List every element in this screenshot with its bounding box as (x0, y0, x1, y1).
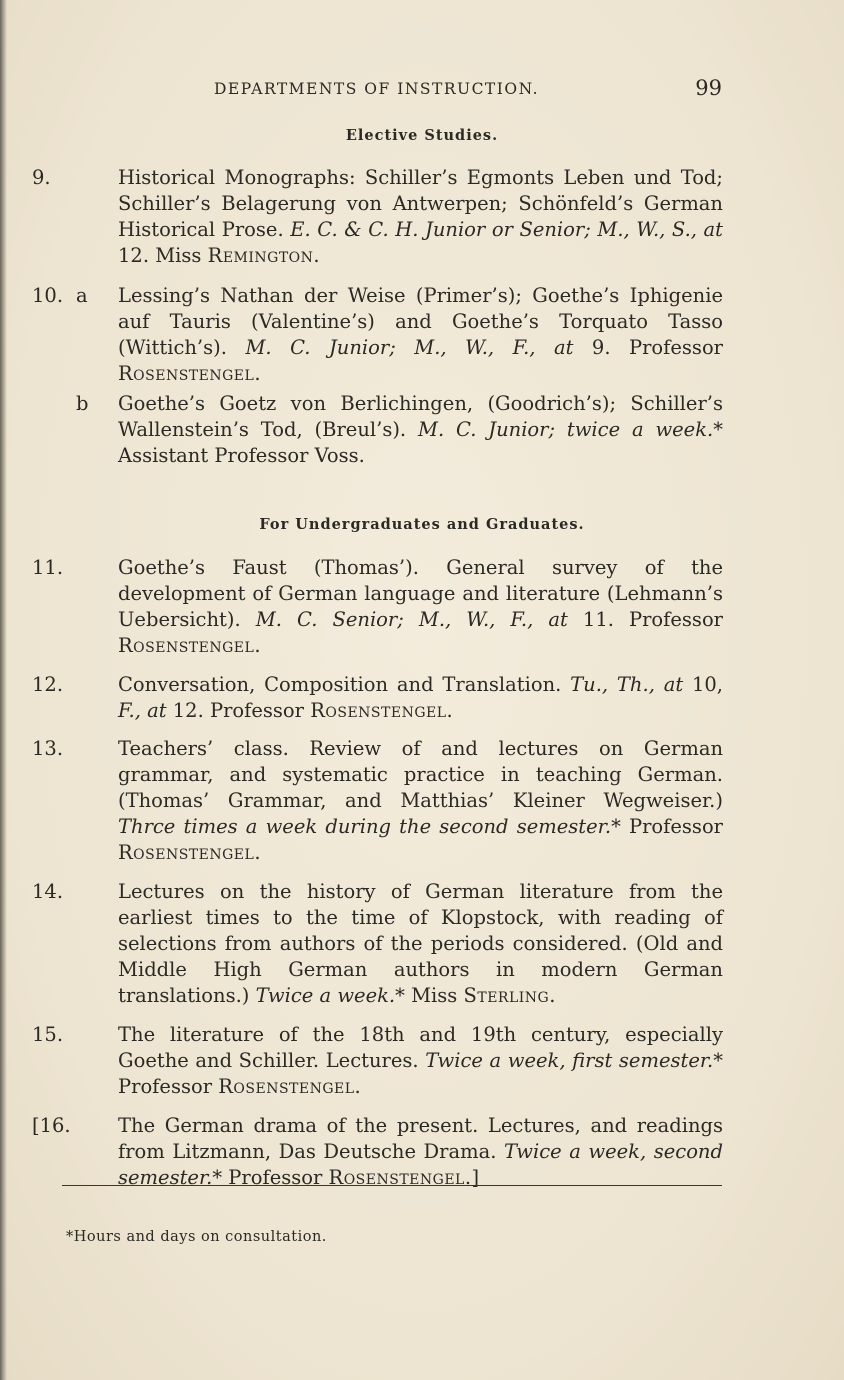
entry-number: 12. (32, 673, 64, 696)
instructor-name: Remington. (207, 244, 321, 267)
course-entry-14 (32, 879, 723, 1009)
entry-letter: a (76, 284, 88, 307)
entry-schedule: M. C. Junior; M., W., F., at (245, 336, 574, 359)
instructor-name: Rosenstengel. (218, 1075, 362, 1098)
entry-schedule: Twice a week, first semester. (425, 1049, 714, 1072)
course-entry-10a (32, 283, 723, 387)
entry-text: Goethe’s Goetz von Berlichingen, (Goodrich’s); Schiller’s Wallenstein’s Tod, (Breul’s). (118, 392, 723, 441)
page-binding-edge (0, 0, 7, 1380)
entry-number: 11. (32, 556, 64, 579)
course-entry-9 (32, 165, 724, 269)
entry-number: 10. (32, 284, 64, 307)
entry-plain: * Professor (212, 1166, 323, 1189)
instructor-name: Sterling. (463, 984, 556, 1007)
running-title: DEPARTMENTS OF INSTRUCTION. (214, 80, 540, 98)
entry-plain: 9. Professor (591, 336, 723, 359)
entry-plain: * Professor (118, 1049, 723, 1098)
section-heading-undergrad: For Undergraduates and Graduates. (259, 516, 585, 533)
entry-schedule: E. C. & C. H. Junior or Senior; M., W., S., at (290, 218, 724, 241)
entry-schedule: M. C. Junior; twice a week. (417, 418, 714, 441)
entry-plain: * Professor (611, 815, 724, 838)
footnote: *Hours and days on consultation. (66, 1229, 327, 1245)
course-entry-15 (32, 1022, 723, 1100)
running-head (214, 76, 724, 100)
course-entry-16 (32, 1113, 723, 1191)
entry-text: Historical Monographs: Schiller’s Egmonts Leben und Tod; Schiller’s Belagerung von Antwerpen; Schönfeld’s German Historical Prose. (118, 166, 723, 241)
entry-schedule: Tu., Th., at (570, 673, 684, 696)
entry-text: Conversation, Composition and Translation. (118, 673, 562, 696)
course-entry-10b (76, 391, 723, 469)
entry-schedule: Thrce times a week during the second semester. (118, 815, 612, 838)
course-entry-11 (32, 555, 723, 659)
entry-schedule: F., at (118, 699, 167, 722)
instructor-name: Rosenstengel. (118, 362, 262, 385)
entry-schedule: Twice a week, second semester. (118, 1140, 723, 1189)
entry-letter: b (76, 392, 89, 415)
entry-number: [16. (32, 1114, 71, 1137)
entry-text: The German drama of the present. Lectures, and readings from Litzmann, Das Deutsche Drama. (118, 1114, 723, 1163)
instructor-name: Rosenstengel.] (328, 1166, 480, 1189)
footnote-rule (62, 1185, 722, 1186)
entry-text: Teachers’ class. Review of and lectures on German grammar, and systematic practice in teaching German. (Thomas’ Grammar, and Matthias’ Kleiner Wegweiser.) (118, 737, 723, 812)
entry-plain: * Assistant Professor Voss. (118, 418, 723, 467)
entry-number: 14. (32, 880, 64, 903)
entry-text: Lessing’s Nathan der Weise (Primer’s); Goethe’s Iphigenie auf Tauris (Valentine’s) and Goethe’s Torquato Tasso (Wittich’s). (118, 284, 723, 359)
course-entry-13 (32, 736, 724, 866)
instructor-name: Rosenstengel. (118, 634, 262, 657)
entry-number: 13. (32, 737, 64, 760)
entry-text: The literature of the 18th and 19th century, especially Goethe and Schiller. Lectures. (118, 1023, 723, 1072)
entry-plain: * Miss (395, 984, 458, 1007)
course-entry-12 (32, 672, 723, 724)
instructor-name: Rosenstengel. (310, 699, 454, 722)
instructor-name: Rosenstengel. (118, 841, 262, 864)
entry-plain: 10, (691, 673, 723, 696)
section-heading-elective: Elective Studies. (345, 127, 499, 144)
entry-schedule: M. C. Senior; M., W., F., at (255, 608, 568, 631)
entry-number: 15. (32, 1023, 64, 1046)
entry-plain: 11. Professor (582, 608, 723, 631)
entry-plain: 12. Professor (172, 699, 304, 722)
page-number: 99 (695, 76, 722, 100)
entry-schedule: Twice a week. (255, 984, 396, 1007)
entry-text: Lectures on the history of German literature from the earliest times to the time of Klopstock, with reading of selections from authors of the periods considered. (Old and Middle High German authors in modern German translations.) (118, 880, 723, 1007)
entry-plain: 12. Miss (118, 244, 202, 267)
entry-text: Goethe’s Faust (Thomas’). General survey of the development of German language and literature (Lehmann’s Uebersicht). (118, 556, 723, 631)
entry-number: 9. (32, 166, 51, 189)
